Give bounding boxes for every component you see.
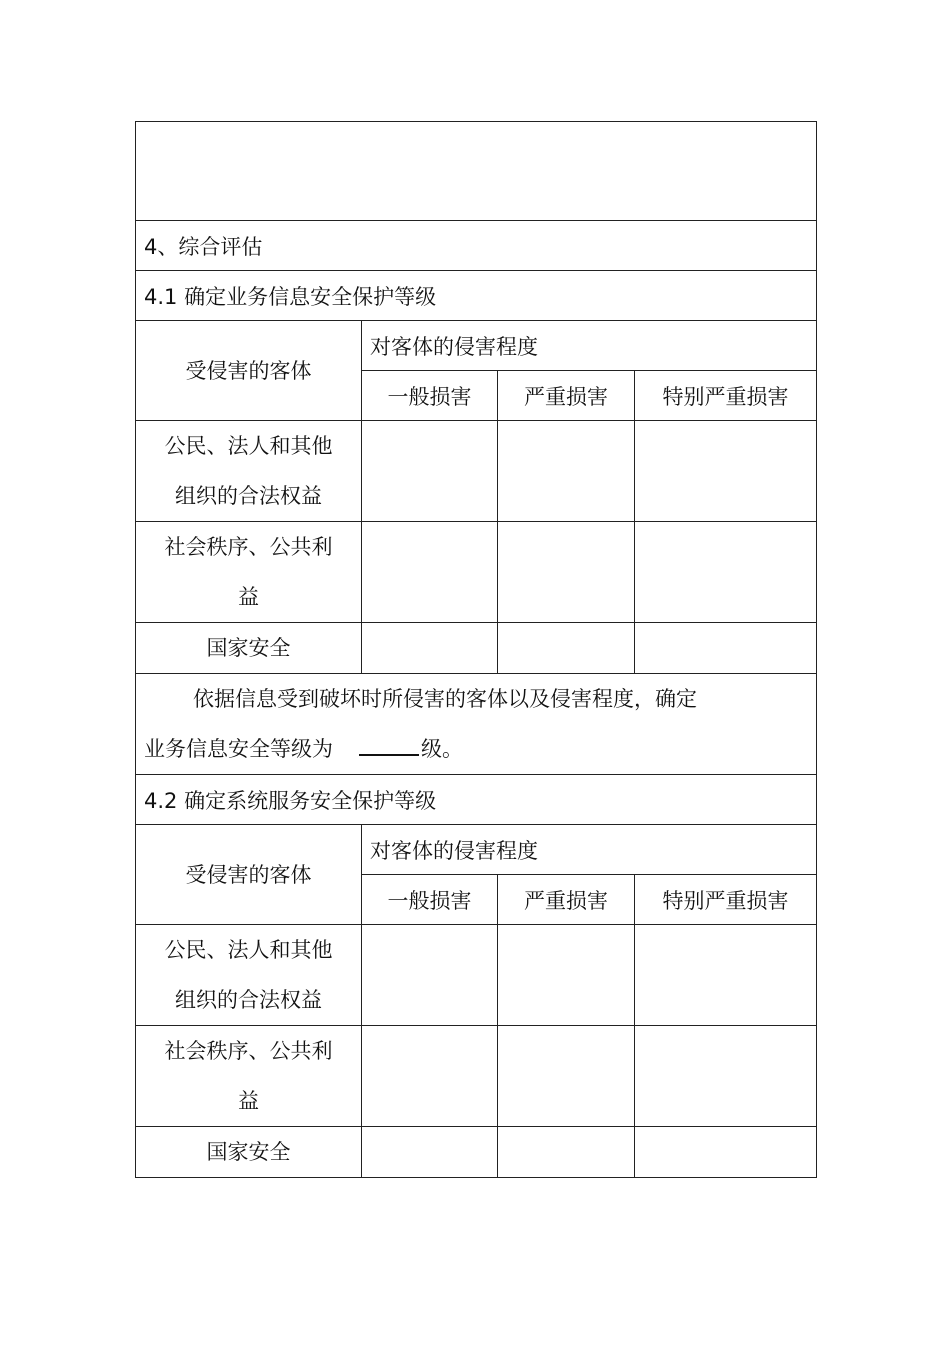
table-row xyxy=(136,522,817,623)
degree-general: 一般损害 xyxy=(362,875,498,925)
table-row xyxy=(136,925,817,1026)
cell-social-especially[interactable] xyxy=(635,522,817,623)
cell-citizens-especially[interactable] xyxy=(635,421,817,522)
degree-header: 对客体的侵害程度 xyxy=(362,321,817,371)
conclusion-line-1: 依据信息受到破坏时所侵害的客体以及侵害程度，确定 xyxy=(193,687,697,711)
section-4-2-title: 4.2 确定系统服务安全保护等级 xyxy=(136,775,817,825)
cell-social-especially[interactable] xyxy=(635,1026,817,1127)
table-row xyxy=(136,421,817,522)
cell-national-especially[interactable] xyxy=(635,623,817,674)
cell-social-general[interactable] xyxy=(362,522,498,623)
conclusion-line-2 xyxy=(144,724,808,774)
cell-social-serious[interactable] xyxy=(498,522,635,623)
object-header: 受侵害的客体 xyxy=(136,825,362,925)
degree-serious: 严重损害 xyxy=(498,875,635,925)
cell-citizens-general[interactable] xyxy=(362,421,498,522)
table-row xyxy=(136,1026,817,1127)
object-citizens xyxy=(136,421,362,522)
cell-citizens-serious[interactable] xyxy=(498,421,635,522)
blank-top-row xyxy=(136,122,817,221)
conclusion-prefix: 业务信息安全等级为 xyxy=(144,737,333,761)
evaluation-form-table xyxy=(135,121,817,1178)
object-line: 组织的合法权益 xyxy=(175,988,322,1012)
cell-national-general[interactable] xyxy=(362,1127,498,1178)
table-row xyxy=(136,623,817,674)
conclusion-suffix: 级。 xyxy=(421,737,463,761)
conclusion-cell xyxy=(136,674,817,775)
cell-citizens-especially[interactable] xyxy=(635,925,817,1026)
object-line: 社会秩序、公共利 xyxy=(164,535,333,559)
object-citizens xyxy=(136,925,362,1026)
degree-general: 一般损害 xyxy=(362,371,498,421)
object-line: 益 xyxy=(238,585,259,609)
level-blank-field[interactable] xyxy=(359,732,419,756)
degree-header: 对客体的侵害程度 xyxy=(362,825,817,875)
cell-national-general[interactable] xyxy=(362,623,498,674)
cell-social-serious[interactable] xyxy=(498,1026,635,1127)
blank-top-cell[interactable] xyxy=(136,122,817,221)
object-header: 受侵害的客体 xyxy=(136,321,362,421)
cell-citizens-serious[interactable] xyxy=(498,925,635,1026)
object-national-security: 国家安全 xyxy=(136,623,362,674)
object-line: 社会秩序、公共利 xyxy=(164,1039,333,1063)
object-national-security: 国家安全 xyxy=(136,1127,362,1178)
degree-especially-serious: 特别严重损害 xyxy=(635,875,817,925)
degree-especially-serious: 特别严重损害 xyxy=(635,371,817,421)
section-4-1-title: 4.1 确定业务信息安全保护等级 xyxy=(136,271,817,321)
cell-national-serious[interactable] xyxy=(498,623,635,674)
section-4-title: 4、综合评估 xyxy=(136,221,817,271)
object-line: 益 xyxy=(238,1089,259,1113)
object-social-order xyxy=(136,522,362,623)
cell-citizens-general[interactable] xyxy=(362,925,498,1026)
cell-national-serious[interactable] xyxy=(498,1127,635,1178)
object-line: 公民、法人和其他 xyxy=(164,938,333,962)
object-social-order xyxy=(136,1026,362,1127)
cell-social-general[interactable] xyxy=(362,1026,498,1127)
cell-national-especially[interactable] xyxy=(635,1127,817,1178)
object-line: 组织的合法权益 xyxy=(175,484,322,508)
table-row xyxy=(136,1127,817,1178)
object-line: 公民、法人和其他 xyxy=(164,434,333,458)
degree-serious: 严重损害 xyxy=(498,371,635,421)
